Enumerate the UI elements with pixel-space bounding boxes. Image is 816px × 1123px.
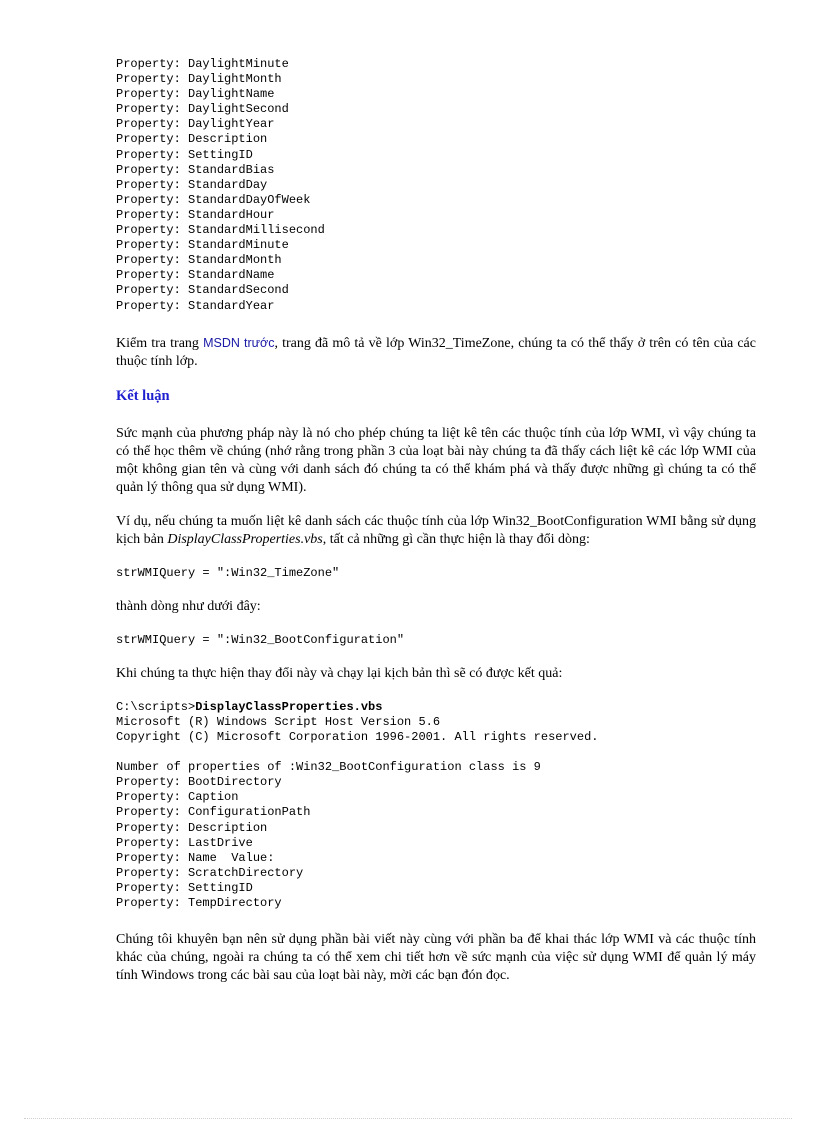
document-page (116, 57, 756, 985)
code-line-bootconfig: strWMIQuery = ":Win32_BootConfiguration" (116, 632, 405, 647)
paragraph-recommendation: Chúng tôi khuyên bạn nên sử dụng phần bài viết này cùng với phần ba để khai thác lớp WMI và các thuộc tính khác của chúng, ngoài ra chúng ta có thể xem chi tiết hơn về sức mạnh của việc sử dụng WMI để quản lý máy tính Windows trong các bài sau của loạt bài này, mời các bạn đón đọc. (116, 932, 756, 984)
section-heading: Kết luận (116, 387, 170, 404)
script-output: C:\scripts>DisplayClassProperties.vbs Microsoft (R) Windows Script Host Version 5.6 Copyright (C) Microsoft Corporation 1996-2001. All rights reserved. Number of properties of :Win32_BootConfiguration class is 9 Property: BootDirectory Property: Caption Property: ConfigurationPath Property: Description Property: LastDrive Property: Name Value: Property: ScratchDirectory Property: SettingID Property: TempDirectory (116, 699, 599, 910)
page-footer-divider (24, 1118, 792, 1119)
paragraph-text: Ví dụ, nếu chúng ta muốn liệt kê danh sách các thuộc tính của lớp Win32_BootConfiguration WMI bằng sử dụng kịch bản (116, 513, 756, 547)
property-list-code: Property: DaylightMinute Property: DaylightMonth Property: DaylightName Property: DaylightSecond Property: DaylightYear Property: Description Property: SettingID Property: StandardBias Property: StandardDay Property: StandardDayOfWeek Property: StandardHour Property: StandardMillisecond Property: StandardMinute Property: StandardMonth Property: StandardName Property: StandardSecond Property: StandardYear (116, 57, 325, 313)
script-name: DisplayClassProperties.vbs (167, 531, 323, 547)
code-line-timezone: strWMIQuery = ":Win32_TimeZone" (116, 565, 340, 580)
paragraph-text: , tất cả những gì cần thực hiện là thay đổi dòng: (322, 531, 590, 547)
paragraph-msdn (116, 334, 756, 371)
paragraph-text: , trang đã mô tả về lớp Win32_TimeZone, chúng ta có thể thấy ở trên có tên của các thuộc tính lớp. (116, 335, 756, 369)
paragraph-text: Kiểm tra trang (116, 335, 204, 351)
paragraph-replace: thành dòng như dưới đây: (116, 598, 261, 614)
msdn-link[interactable]: MSDN trước (203, 335, 275, 350)
paragraph-example (116, 513, 756, 549)
paragraph-conclusion: Sức mạnh của phương pháp này là nó cho phép chúng ta liệt kê tên các thuộc tính của lớp WMI, vì vậy chúng ta có thể học thêm về chúng (nhớ rằng trong phần 3 của loạt bài này chúng ta đã thấy cách liệt kê các lớp WMI của một không gian tên và cùng với danh sách đó chúng ta có thể khám phá và thấy được những gì chúng ta có thể quản lý thông qua sử dụng WMI). (116, 425, 756, 495)
paragraph-result: Khi chúng ta thực hiện thay đổi này và chạy lại kịch bản thì sẽ có được kết quả: (116, 665, 563, 681)
